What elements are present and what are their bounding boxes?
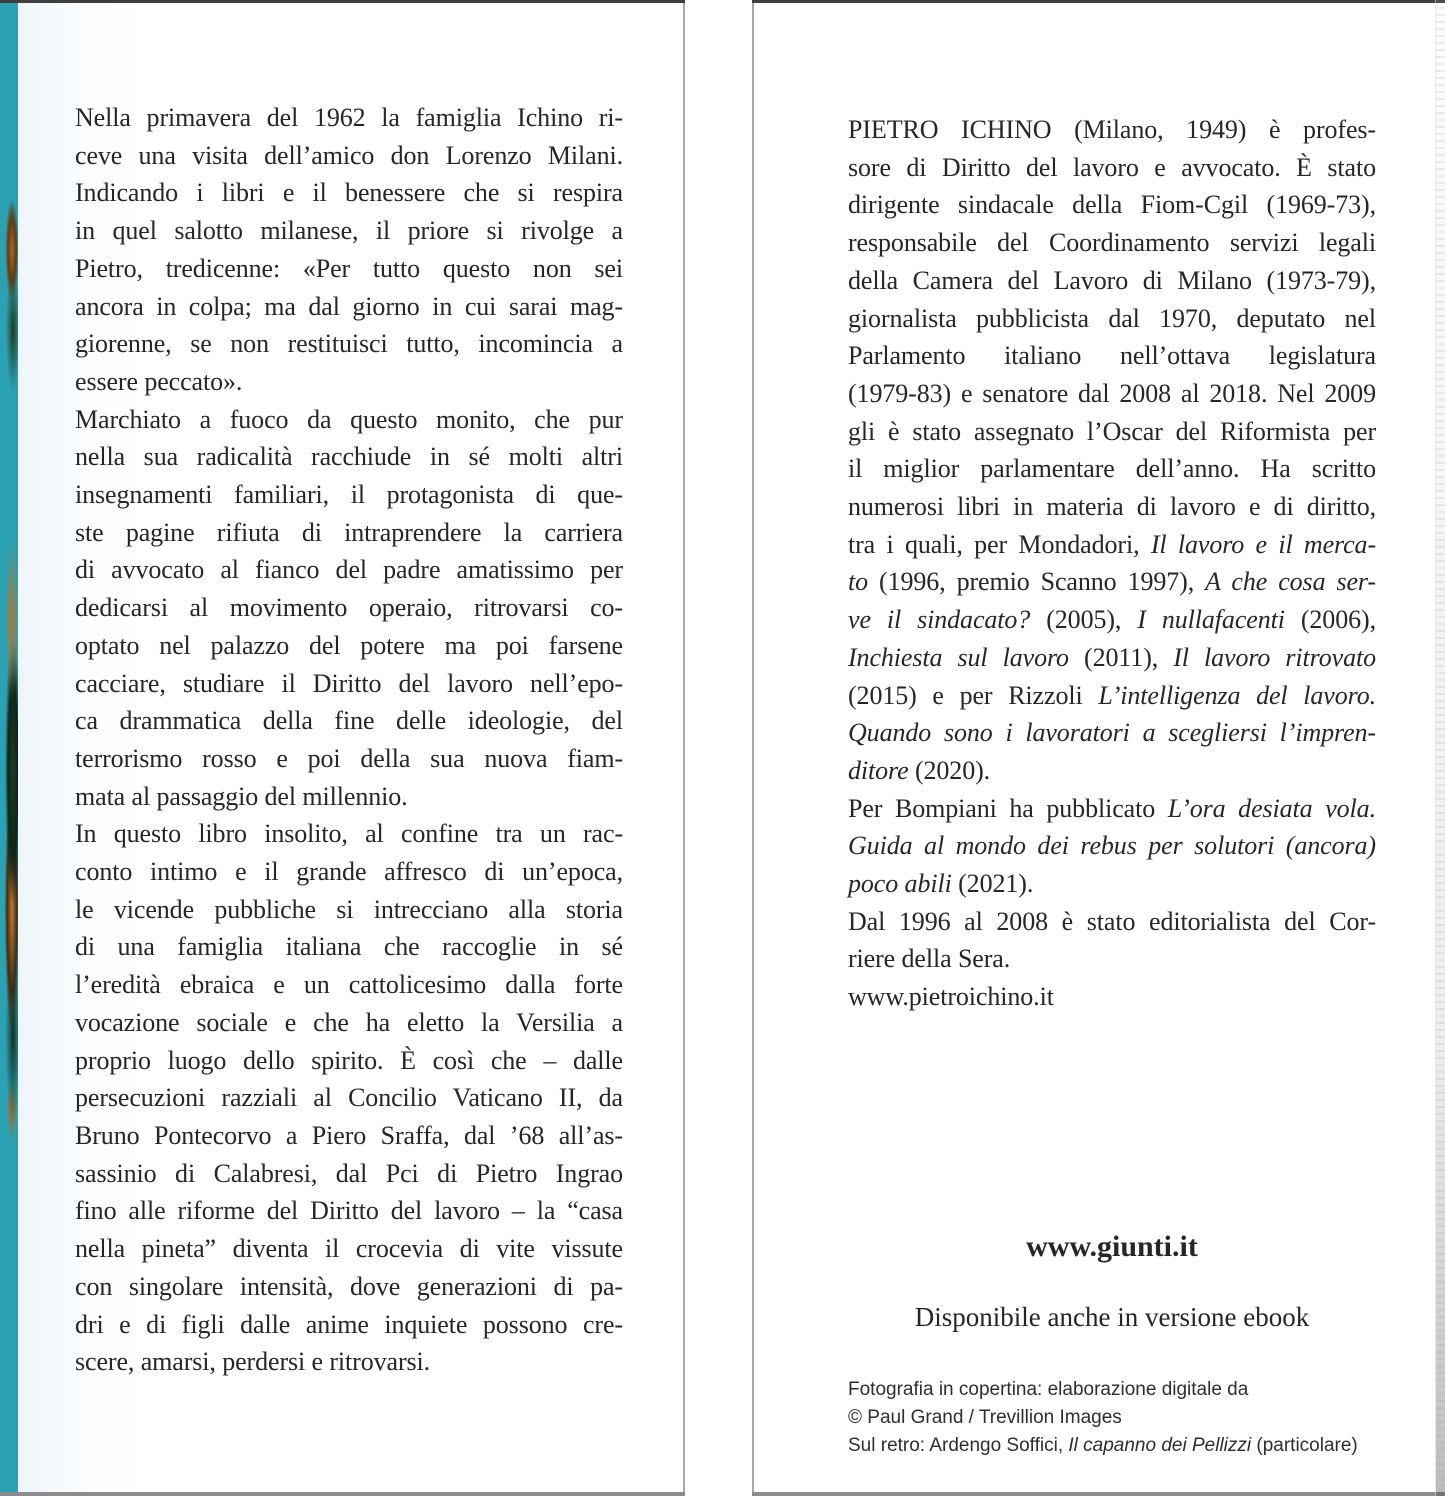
text-line [75,476,623,514]
text-segment: tra i quali, per Mondadori, [848,529,1151,559]
text-segment: A che cosa ser- [1205,567,1376,597]
text-line [848,677,1376,715]
text-line [75,966,623,1004]
text-segment: Inchiesta sul lavoro [848,642,1069,672]
cover-photo-credits [848,1376,1376,1460]
text-line [75,665,623,703]
text-segment: (particolare) [1251,1435,1358,1456]
text-segment: nella pineta” diventa il crocevia di vite vissute [75,1234,623,1264]
text-segment: (2020). [908,755,991,785]
text-segment: Il capanno dei Pellizzi [1068,1435,1252,1456]
text-segment: (2015) e per Rizzoli [848,680,1099,710]
text-segment: PIETRO ICHINO (Milano, 1949) è profes- [848,115,1376,144]
text-segment: In questo libro insolito, al confine tra un rac- [75,819,623,849]
text-segment: Parlamento italiano nell’ottava legislatura [848,341,1376,371]
left-panel-bottom-border [0,1492,685,1496]
front-flap-panel [18,0,685,1496]
left-panel-top-border [0,0,685,3]
text-line [848,526,1376,564]
text-segment: dri e di figli dalle anime inquiete possono cre- [75,1309,623,1339]
text-line [75,891,623,929]
text-segment: L’intelligenza del lavoro. [1098,680,1376,710]
text-segment: responsabile del Coordinamento servizi legali [848,228,1376,258]
right-panel-top-border [752,0,1445,3]
text-segment: persecuzioni razziali al Concilio Vaticano II, da [75,1083,623,1113]
text-line [848,224,1376,262]
text-segment: Nella primavera del 1962 la famiglia Ichino ri- [75,103,623,132]
text-segment: fino alle riforme del Diritto del lavoro – la “casa [75,1196,623,1226]
text-line [848,827,1376,865]
text-segment: riere della Sera. [848,944,1011,974]
text-segment: optato nel palazzo del potere ma poi farsene [75,630,623,660]
text-segment: di avvocato al fianco del padre amatissimo per [75,555,623,585]
text-segment: (1979-83) e senatore dal 2008 al 2018. Nel 2009 [848,378,1376,408]
text-line [848,563,1376,601]
text-line [75,174,623,212]
text-line [848,1376,1376,1404]
text-line [848,601,1376,639]
text-line [75,1230,623,1268]
text-segment: numerosi libri in materia di lavoro e di diritto, [848,492,1376,522]
text-segment: Il lavoro e il merca- [1150,529,1377,559]
text-segment: ditore [848,755,909,785]
text-segment: www.pietroichino.it [848,982,1054,1012]
text-segment: Quando sono i lavoratori a scegliersi l’impren- [848,718,1376,748]
text-segment: Fotografia in copertina: elaborazione digitale da [848,1379,1249,1400]
text-segment: Sul retro: Ardengo Soffici, [848,1435,1069,1456]
text-line [75,627,623,665]
text-line [848,413,1376,451]
text-segment: gli è stato assegnato l’Oscar del Riformista per [848,416,1376,446]
text-line [75,551,623,589]
text-line [75,815,623,853]
text-line [75,514,623,552]
text-segment: giornalista pubblicista dal 1970, deputato nel [848,303,1376,333]
text-segment: conto intimo e il grande affresco di un’epoca, [75,857,623,887]
text-segment: (2006), [1284,605,1376,635]
text-segment: giorenne, se non restituisci tutto, incomincia a [75,329,623,359]
text-line [848,978,1376,1016]
text-segment: nella sua radicalità racchiude in sé molti altri [75,442,623,472]
ebook-availability-note: Disponibile anche in versione ebook [914,1302,1310,1332]
text-line [848,865,1376,903]
text-line [848,111,1376,149]
text-line [848,488,1376,526]
text-segment: L’ora desiata vola. [1167,793,1376,823]
back-flap-panel [752,0,1445,1496]
text-line [848,300,1376,338]
text-segment: Il lavoro ritrovato [1173,642,1376,672]
text-segment: dedicarsi al movimento operaio, ritrovarsi co- [75,593,623,623]
text-line [75,1079,623,1117]
text-line [848,337,1376,375]
text-line [75,212,623,250]
text-segment: Dal 1996 al 2008 è stato editorialista del Cor- [848,906,1376,936]
cover-edge-photo-strip [0,0,18,1496]
text-line [848,790,1376,828]
text-segment: di una famiglia italiana che raccoglie in sé [75,932,623,962]
text-line [75,1004,623,1042]
text-line [848,639,1376,677]
text-line [75,778,623,816]
text-segment: ve il sindacato? [848,605,1031,635]
text-segment: dirigente sindacale della Fiom-Cgil (1969-73), [848,190,1376,220]
text-segment: ancora in colpa; ma dal giorno in cui sarai mag- [75,291,623,321]
text-line [75,137,623,175]
text-line [848,752,1376,790]
text-segment: Per Bompiani ha pubblicato [848,793,1168,823]
front-flap-synopsis-text [75,99,623,1381]
text-segment: essere peccato». [75,366,243,396]
text-line [75,363,623,401]
text-segment: Indicando i libri e il benessere che si respira [75,178,623,208]
text-segment: I nullafacenti [1137,605,1285,635]
text-segment: ca drammatica della fine delle ideologie, del [75,706,623,736]
text-segment: (2005), [1030,605,1138,635]
text-line [75,1117,623,1155]
text-line [75,325,623,363]
text-segment: terrorismo rosso e poi della sua nuova fiam- [75,743,623,773]
text-line [75,288,623,326]
text-line [848,903,1376,941]
text-segment: © Paul Grand / Trevillion Images [848,1407,1122,1428]
text-line [75,928,623,966]
text-line [75,99,623,137]
text-segment: mata al passaggio del millennio. [75,781,408,811]
text-line [848,714,1376,752]
text-segment: con singolare intensità, dove generazioni di pa- [75,1271,623,1301]
text-segment: sassinio di Calabresi, dal Pci di Pietro Ingrao [75,1158,623,1188]
text-line [848,1432,1376,1460]
text-line [848,450,1376,488]
text-segment: vocazione sociale e che ha eletto la Versilia a [75,1007,623,1037]
text-line [848,940,1376,978]
text-segment: to [848,567,869,597]
text-segment: scere, amarsi, perdersi e ritrovarsi. [75,1347,431,1377]
text-segment: sore di Diritto del lavoro e avvocato. È stato [848,152,1376,182]
author-bio-text [848,111,1376,1016]
text-segment: Marchiato a fuoco da questo monito, che pur [75,404,623,434]
text-segment: il miglior parlamentare dell’anno. Ha scritto [848,454,1376,484]
text-line [75,1192,623,1230]
text-segment: (2021). [951,869,1034,899]
text-segment: ceve una visita dell’amico don Lorenzo Milani. [75,140,623,170]
text-line [848,1404,1376,1432]
text-line [75,853,623,891]
text-line [848,262,1376,300]
text-line [75,250,623,288]
text-segment: ste pagine rifiuta di intraprendere la carriera [75,517,623,547]
right-panel-bottom-border [752,1492,1445,1496]
text-segment: Bruno Pontecorvo a Piero Sraffa, dal ’68 all’as- [75,1120,623,1150]
text-line [75,438,623,476]
text-line [848,186,1376,224]
text-line [848,375,1376,413]
text-segment: le vicende pubbliche si intrecciano alla storia [75,894,623,924]
publisher-url: www.giunti.it [1026,1230,1198,1263]
text-line [75,702,623,740]
text-segment: Guida al mondo dei rebus per solutori (ancora) [848,831,1376,861]
text-line [75,1306,623,1344]
text-segment: proprio luogo dello spirito. È così che – dalle [75,1045,623,1075]
scan-edge-noise [1435,0,1445,1496]
text-line [75,1268,623,1306]
text-segment: in quel salotto milanese, il priore si rivolge a [75,216,623,246]
text-segment: (1996, premio Scanno 1997), [868,567,1206,597]
text-line [75,740,623,778]
text-segment: l’eredità ebraica e un cattolicesimo dalla forte [75,970,623,1000]
text-segment: (2011), [1068,642,1174,672]
text-segment: poco abili [848,869,952,899]
text-line [75,589,623,627]
text-line [75,1042,623,1080]
text-line [75,1343,623,1381]
text-segment: Pietro, tredicenne: «Per tutto questo non sei [75,253,623,283]
text-segment: cacciare, studiare il Diritto del lavoro nell’epo- [75,668,623,698]
text-segment: della Camera del Lavoro di Milano (1973-79), [848,265,1376,295]
text-line [75,401,623,439]
text-line [848,149,1376,187]
text-segment: insegnamenti familiari, il protagonista di que- [75,480,623,510]
text-line [75,1155,623,1193]
